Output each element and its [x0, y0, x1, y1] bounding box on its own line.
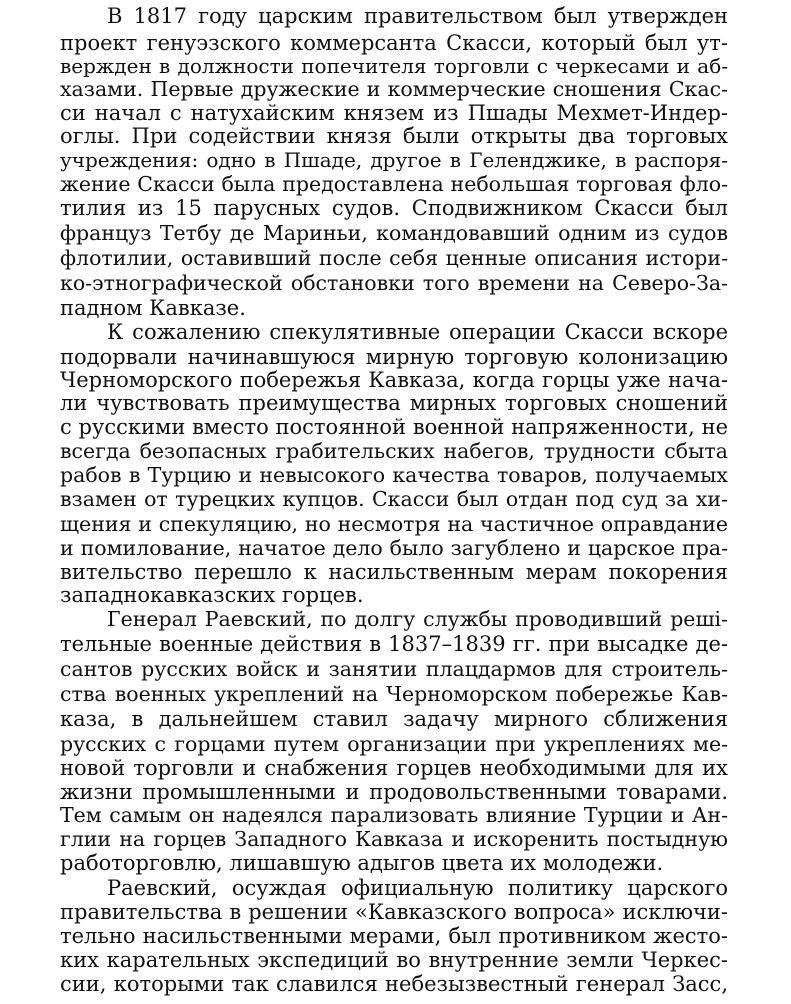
- text-line: глии на горцев Западного Кавказа и искоренить постыдную: [60, 827, 728, 851]
- text-line: француз Тетбу де Мариньи, командовавший одним из судов: [60, 221, 728, 245]
- text-line: новой торговли и снабжения горцев необходимыми для их: [60, 756, 728, 780]
- text-line: ства военных укреплений на Черноморском побережье Кав-: [60, 682, 728, 706]
- text-line: русских с горцами путем организации при укреплениях ме-: [60, 732, 728, 756]
- text-line: тельно насильственными мерами, был противником жесто-: [60, 924, 728, 948]
- text-line: учреждения: одно в Пшаде, другое в Геленджике, в распоря-: [60, 148, 728, 172]
- text-line: вительство перешло к насильственным мерам покорения: [60, 560, 728, 584]
- text-line: ких карательных экспедиций во внутренние земли Черкес-: [60, 948, 728, 972]
- text-line: тилия из 15 парусных судов. Сподвижником Скасси был: [60, 196, 728, 220]
- text-line: жизни промышленными и продовольственными товарами.: [60, 780, 728, 804]
- text-line: сии, которыми так славился небезызвестный генерал Засс,: [60, 972, 728, 996]
- text-line: Черноморского побережья Кавказа, когда горцы уже нача-: [60, 368, 728, 392]
- text-line: щения и спекуляцию, но несмотря на частичное оправдание: [60, 512, 728, 536]
- text-line: всегда безопасных грабительских набегов, трудности сбыта: [60, 439, 728, 463]
- text-line: сантов русских войск и занятии плацдармов для строитель-: [60, 657, 728, 681]
- text-line: ко-этнографической обстановки того времени на Северо-За-: [60, 271, 728, 295]
- text-line: и помилование, начатое дело было загублено и царское пра-: [60, 536, 728, 560]
- text-line: с русскими вместо постоянной военной напряженности, не: [60, 415, 728, 439]
- text-line: си начал с натухайским князем из Пшады Мехмет-Индер-: [60, 101, 728, 125]
- text-line: Тем самым он надеялся парализовать влияние Турции и Ан-: [60, 803, 728, 827]
- text-line: Генерал Раевский, по долгу службы проводивший решi-: [107, 607, 728, 631]
- text-line: Раевский, осуждая официальную политику царского: [107, 876, 728, 900]
- text-line: флотилии, оставивший после себя ценные описания истори-: [60, 246, 728, 270]
- text-line: проект генуэзского коммерсанта Скасси, который был ут-: [60, 31, 728, 55]
- text-line: каза, в дальнейшем ставил задачу мирного сближения: [60, 707, 728, 731]
- text-line: западнокавказских горцев.: [60, 583, 364, 607]
- text-line: К сожалению спекулятивные операции Скасси вскоре: [107, 320, 728, 344]
- text-line: правительства в решении «Кавказского вопроса» исключи-: [60, 900, 728, 924]
- text-line: взамен от турецких купцов. Скасси был отдан под суд за хи-: [60, 487, 728, 511]
- text-line: В 1817 году царским правительством был утвержден: [107, 4, 728, 28]
- text-line: рабов в Турцию и невысокого качества товаров, получаемых: [60, 463, 728, 487]
- text-line: жение Скасси была предоставлена небольшая торговая фло-: [60, 172, 728, 196]
- text-line: ли чувствовать преимущества мирных торговых сношений: [60, 391, 728, 415]
- text-line: оглы. При содействии князя были открыты два торговых: [60, 124, 728, 148]
- text-line: хазами. Первые дружеские и коммерческие сношения Скас-: [60, 77, 728, 101]
- text-line: вержден в должности попечителя торговли с черкесами и аб-: [60, 54, 728, 78]
- text-line: подорвали начинавшуюся мирную торговую колонизацию: [60, 345, 728, 369]
- text-line: падном Кавказе.: [60, 296, 246, 320]
- text-line: тельные военные действия в 1837–1839 гг. при высадке де-: [60, 632, 728, 656]
- text-line: работорговлю, лишавшую адыгов цвета их молодежи.: [60, 851, 664, 875]
